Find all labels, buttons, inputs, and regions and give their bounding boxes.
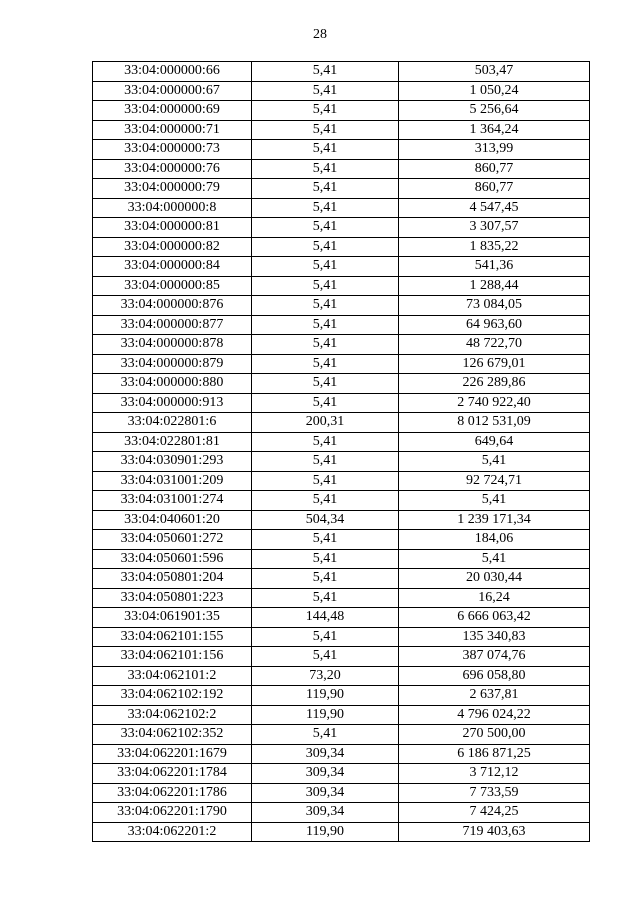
cadastral-number-cell: 33:04:000000:81: [93, 218, 252, 238]
amount-cell: 1 050,24: [399, 81, 590, 101]
table-row: [93, 491, 590, 511]
rate-cell: 200,31: [252, 413, 399, 433]
table-row: [93, 413, 590, 433]
amount-cell: 649,64: [399, 432, 590, 452]
cadastral-number-cell: 33:04:062201:2: [93, 822, 252, 842]
cadastral-number-cell: 33:04:062102:352: [93, 725, 252, 745]
cadastral-number-cell: 33:04:022801:81: [93, 432, 252, 452]
rate-cell: 5,41: [252, 569, 399, 589]
cadastral-number-cell: 33:04:000000:876: [93, 296, 252, 316]
amount-cell: 503,47: [399, 62, 590, 82]
rate-cell: 5,41: [252, 374, 399, 394]
rate-cell: 119,90: [252, 705, 399, 725]
amount-cell: 5,41: [399, 549, 590, 569]
cadastral-number-cell: 33:04:000000:76: [93, 159, 252, 179]
rate-cell: 5,41: [252, 627, 399, 647]
cadastral-number-cell: 33:04:050801:223: [93, 588, 252, 608]
amount-cell: 20 030,44: [399, 569, 590, 589]
cadastral-number-cell: 33:04:000000:79: [93, 179, 252, 199]
cadastral-number-cell: 33:04:062201:1790: [93, 803, 252, 823]
rate-cell: 5,41: [252, 471, 399, 491]
table-row: [93, 374, 590, 394]
rate-cell: 5,41: [252, 101, 399, 121]
cadastral-number-cell: 33:04:062101:156: [93, 647, 252, 667]
cadastral-number-cell: 33:04:062201:1679: [93, 744, 252, 764]
rate-cell: 5,41: [252, 530, 399, 550]
cadastral-number-cell: 33:04:000000:67: [93, 81, 252, 101]
rate-cell: 309,34: [252, 783, 399, 803]
cadastral-number-cell: 33:04:061901:35: [93, 608, 252, 628]
cadastral-number-cell: 33:04:000000:85: [93, 276, 252, 296]
table-row: [93, 627, 590, 647]
table-row: [93, 276, 590, 296]
table-row: [93, 140, 590, 160]
amount-cell: 719 403,63: [399, 822, 590, 842]
rate-cell: 309,34: [252, 744, 399, 764]
amount-cell: 135 340,83: [399, 627, 590, 647]
cadastral-number-cell: 33:04:031001:209: [93, 471, 252, 491]
cadastral-number-cell: 33:04:000000:73: [93, 140, 252, 160]
rate-cell: 309,34: [252, 803, 399, 823]
table-row: [93, 296, 590, 316]
cadastral-number-cell: 33:04:062101:2: [93, 666, 252, 686]
amount-cell: 184,06: [399, 530, 590, 550]
amount-cell: 2 637,81: [399, 686, 590, 706]
amount-cell: 3 712,12: [399, 764, 590, 784]
rate-cell: 5,41: [252, 276, 399, 296]
table-body: [93, 62, 590, 842]
table-row: [93, 393, 590, 413]
table-row: [93, 549, 590, 569]
rate-cell: 504,34: [252, 510, 399, 530]
cadastral-number-cell: 33:04:062201:1786: [93, 783, 252, 803]
table-row: [93, 198, 590, 218]
amount-cell: 4 547,45: [399, 198, 590, 218]
rate-cell: 5,41: [252, 218, 399, 238]
cadastral-number-cell: 33:04:050801:204: [93, 569, 252, 589]
rate-cell: 5,41: [252, 140, 399, 160]
rate-cell: 309,34: [252, 764, 399, 784]
table-row: [93, 354, 590, 374]
amount-cell: 73 084,05: [399, 296, 590, 316]
cadastral-number-cell: 33:04:022801:6: [93, 413, 252, 433]
table-row: [93, 315, 590, 335]
table-row: [93, 237, 590, 257]
cadastral-number-cell: 33:04:000000:82: [93, 237, 252, 257]
amount-cell: 3 307,57: [399, 218, 590, 238]
amount-cell: 5,41: [399, 491, 590, 511]
amount-cell: 860,77: [399, 179, 590, 199]
amount-cell: 48 722,70: [399, 335, 590, 355]
rate-cell: 5,41: [252, 237, 399, 257]
rate-cell: 5,41: [252, 354, 399, 374]
table-row: [93, 471, 590, 491]
amount-cell: 1 239 171,34: [399, 510, 590, 530]
table-row: [93, 608, 590, 628]
cadastral-number-cell: 33:04:000000:84: [93, 257, 252, 277]
rate-cell: 5,41: [252, 549, 399, 569]
rate-cell: 5,41: [252, 198, 399, 218]
table-row: [93, 725, 590, 745]
cadastral-number-cell: 33:04:040601:20: [93, 510, 252, 530]
table-row: [93, 62, 590, 82]
rate-cell: 5,41: [252, 588, 399, 608]
cadastral-number-cell: 33:04:062101:155: [93, 627, 252, 647]
rate-cell: 119,90: [252, 686, 399, 706]
table-row: [93, 257, 590, 277]
rate-cell: 5,41: [252, 647, 399, 667]
rate-cell: 119,90: [252, 822, 399, 842]
table-row: [93, 764, 590, 784]
rate-cell: 5,41: [252, 452, 399, 472]
cadastral-number-cell: 33:04:000000:913: [93, 393, 252, 413]
amount-cell: 270 500,00: [399, 725, 590, 745]
table-row: [93, 179, 590, 199]
rate-cell: 5,41: [252, 335, 399, 355]
amount-cell: 226 289,86: [399, 374, 590, 394]
cadastral-number-cell: 33:04:000000:878: [93, 335, 252, 355]
amount-cell: 4 796 024,22: [399, 705, 590, 725]
amount-cell: 64 963,60: [399, 315, 590, 335]
cadastral-number-cell: 33:04:000000:69: [93, 101, 252, 121]
table-row: [93, 335, 590, 355]
cadastral-number-cell: 33:04:000000:71: [93, 120, 252, 140]
table-row: [93, 647, 590, 667]
amount-cell: 541,36: [399, 257, 590, 277]
amount-cell: 7 733,59: [399, 783, 590, 803]
rate-cell: 5,41: [252, 179, 399, 199]
table-row: [93, 120, 590, 140]
rate-cell: 5,41: [252, 159, 399, 179]
rate-cell: 5,41: [252, 393, 399, 413]
cadastral-number-cell: 33:04:000000:879: [93, 354, 252, 374]
table-row: [93, 744, 590, 764]
amount-cell: 2 740 922,40: [399, 393, 590, 413]
table-row: [93, 666, 590, 686]
rate-cell: 5,41: [252, 62, 399, 82]
table-row: [93, 101, 590, 121]
cadastral-number-cell: 33:04:062102:2: [93, 705, 252, 725]
rate-cell: 5,41: [252, 257, 399, 277]
rate-cell: 5,41: [252, 491, 399, 511]
table-row: [93, 705, 590, 725]
cadastral-number-cell: 33:04:062201:1784: [93, 764, 252, 784]
table-row: [93, 159, 590, 179]
amount-cell: 5 256,64: [399, 101, 590, 121]
cadastral-number-cell: 33:04:030901:293: [93, 452, 252, 472]
amount-cell: 387 074,76: [399, 647, 590, 667]
amount-cell: 92 724,71: [399, 471, 590, 491]
amount-cell: 7 424,25: [399, 803, 590, 823]
amount-cell: 696 058,80: [399, 666, 590, 686]
table-row: [93, 81, 590, 101]
cadastral-number-cell: 33:04:031001:274: [93, 491, 252, 511]
cadastral-number-cell: 33:04:000000:8: [93, 198, 252, 218]
rate-cell: 5,41: [252, 725, 399, 745]
amount-cell: 313,99: [399, 140, 590, 160]
table-row: [93, 510, 590, 530]
rate-cell: 73,20: [252, 666, 399, 686]
table-row: [93, 432, 590, 452]
cadastral-value-table: [92, 61, 590, 842]
amount-cell: 126 679,01: [399, 354, 590, 374]
table-row: [93, 218, 590, 238]
amount-cell: 860,77: [399, 159, 590, 179]
rate-cell: 5,41: [252, 315, 399, 335]
cadastral-number-cell: 33:04:050601:596: [93, 549, 252, 569]
table-row: [93, 822, 590, 842]
rate-cell: 5,41: [252, 296, 399, 316]
amount-cell: 6 666 063,42: [399, 608, 590, 628]
amount-cell: 1 288,44: [399, 276, 590, 296]
table-row: [93, 783, 590, 803]
amount-cell: 6 186 871,25: [399, 744, 590, 764]
cadastral-number-cell: 33:04:062102:192: [93, 686, 252, 706]
table-row: [93, 686, 590, 706]
cadastral-number-cell: 33:04:000000:877: [93, 315, 252, 335]
table-row: [93, 452, 590, 472]
table-row: [93, 588, 590, 608]
amount-cell: 1 835,22: [399, 237, 590, 257]
cadastral-number-cell: 33:04:050601:272: [93, 530, 252, 550]
amount-cell: 8 012 531,09: [399, 413, 590, 433]
table-row: [93, 569, 590, 589]
cadastral-number-cell: 33:04:000000:66: [93, 62, 252, 82]
rate-cell: 5,41: [252, 81, 399, 101]
amount-cell: 16,24: [399, 588, 590, 608]
table-row: [93, 803, 590, 823]
rate-cell: 5,41: [252, 120, 399, 140]
table-row: [93, 530, 590, 550]
page-number: 28: [313, 27, 327, 42]
rate-cell: 144,48: [252, 608, 399, 628]
amount-cell: 1 364,24: [399, 120, 590, 140]
rate-cell: 5,41: [252, 432, 399, 452]
cadastral-number-cell: 33:04:000000:880: [93, 374, 252, 394]
amount-cell: 5,41: [399, 452, 590, 472]
